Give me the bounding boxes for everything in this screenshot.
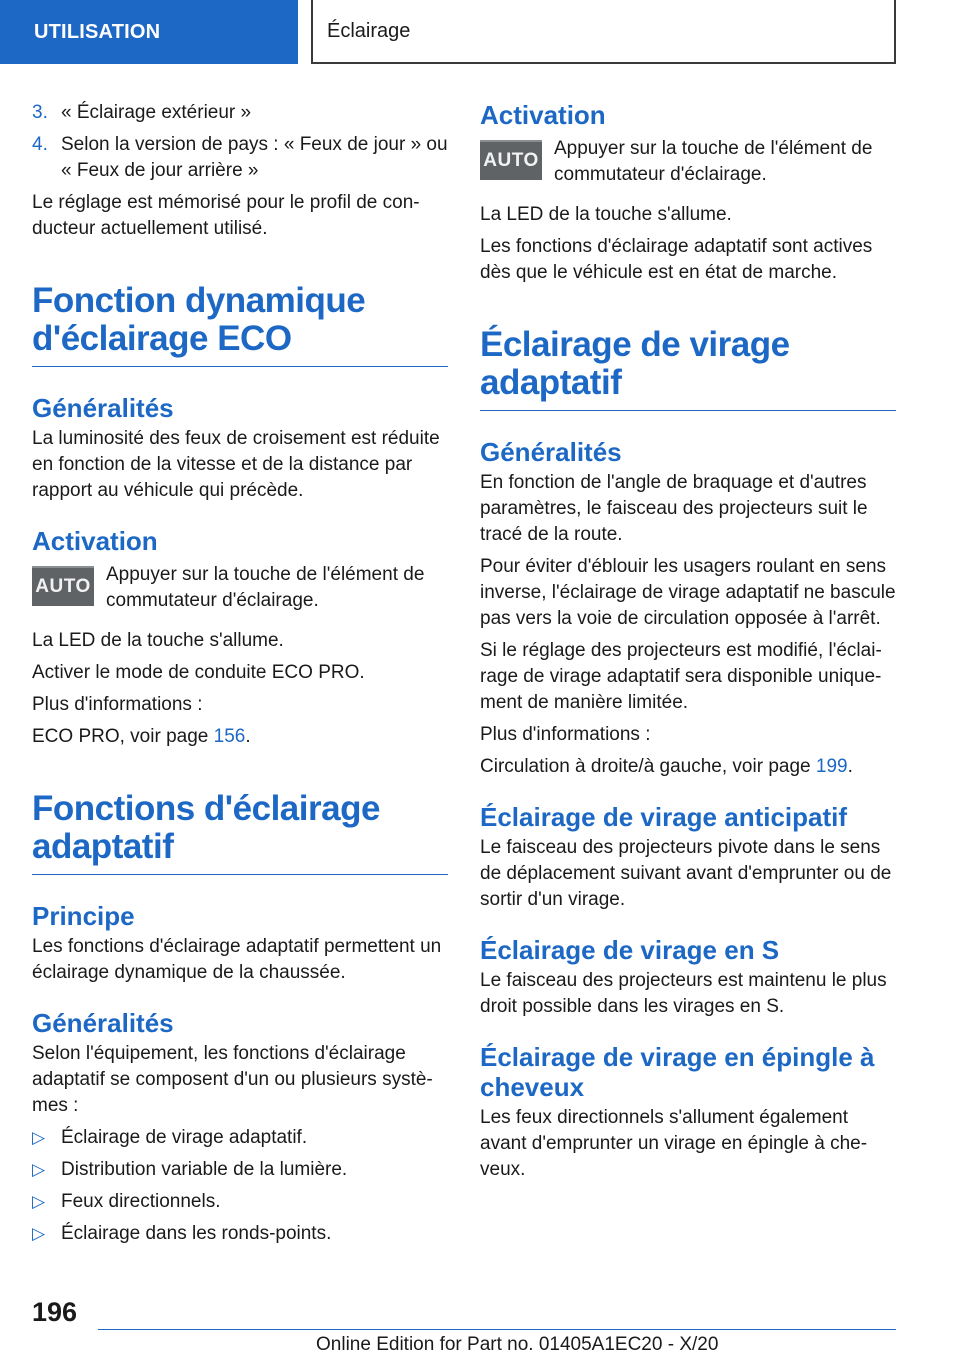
list-item xyxy=(32,132,448,184)
auto-instruction-text: Appuyer sur la touche de l'élément de commutateur d'éclairage. xyxy=(106,564,425,611)
adaptive-general-heading: Généralités xyxy=(32,1008,174,1038)
numbered-list xyxy=(32,100,448,184)
eco-activation-heading: Activation xyxy=(32,526,158,556)
triangle-bullet-icon: ▷ xyxy=(32,1160,46,1179)
footer-divider xyxy=(98,1329,896,1330)
eco-section-title: Fonction dynamique d'éclairage ECO xyxy=(32,282,448,367)
activation-heading: Activation xyxy=(480,100,606,130)
active-text: Les fonctions d'éclairage adaptatif sont actives dès que le véhicule est en état de marche. xyxy=(480,236,873,283)
anticipatory-heading: Éclairage de virage anticipatif xyxy=(480,802,848,832)
list-item-text: Feux directionnels. xyxy=(61,1191,221,1212)
adaptive-section-title: Fonctions d'éclairage adaptatif xyxy=(32,790,448,875)
auto-instruction xyxy=(480,136,896,188)
list-item-text: Distribution variable de la lumière. xyxy=(61,1159,348,1180)
list-item-text: « Éclairage extérieur » xyxy=(61,102,252,123)
auto-instruction-text: Appuyer sur la touche de l'élément de commutateur d'éclairage. xyxy=(554,138,873,185)
curve-paragraph-1: En fonction de l'angle de braquage et d'autres paramètres, le faisceau des projecteurs suit le tracé de la route. xyxy=(480,472,868,545)
eco-led-text: La LED de la touche s'allume. xyxy=(32,630,284,651)
curve-reference xyxy=(480,754,896,780)
reference-text: ECO PRO, voir page xyxy=(32,726,214,747)
curve-section-title: Éclairage de virage adaptatif xyxy=(480,326,896,411)
eco-reference xyxy=(32,724,448,750)
more-info-label: Plus d'informations : xyxy=(480,724,651,745)
eco-general-heading: Généralités xyxy=(32,393,174,423)
principle-heading: Principe xyxy=(32,901,135,931)
reference-dot: . xyxy=(245,726,251,747)
curve-general-heading: Généralités xyxy=(480,437,622,467)
auto-instruction xyxy=(32,562,448,614)
saved-note: Le réglage est mémorisé pour le profil de con-ducteur actuellement utilisé. xyxy=(32,192,420,239)
triangle-bullet-icon: ▷ xyxy=(32,1128,46,1147)
list-item xyxy=(32,1221,448,1247)
led-text: La LED de la touche s'allume. xyxy=(480,204,732,225)
list-item-text: Éclairage dans les ronds-points. xyxy=(61,1223,332,1244)
curve-paragraph-2: Pour éviter d'éblouir les usagers roulant en sens inverse, l'éclairage de virage adaptatif ne bascule pas vers la voie de circulation opposée à l'arrêt. xyxy=(480,556,896,629)
list-item xyxy=(32,1125,448,1151)
hairpin-text: Les feux directionnels s'allument également avant d'emprunter un virage en épingle à che-veux. xyxy=(480,1107,868,1180)
list-item-text: Éclairage de virage adaptatif. xyxy=(61,1127,308,1148)
curve-paragraph-3: Si le réglage des projecteurs est modifié, l'éclai-rage de virage adaptatif sera disponible unique-ment de manière limitée. xyxy=(480,640,882,713)
adaptive-general-text: Selon l'équipement, les fonctions d'éclairage adaptatif se composent d'un ou plusieurs systè-mes : xyxy=(32,1043,433,1116)
eco-general-text: La luminosité des feux de croisement est réduite en fonction de la vitesse et de la distance par rapport au véhicule qui précède. xyxy=(32,428,440,501)
auto-button-icon: AUTO xyxy=(32,566,94,606)
anticipatory-text: Le faisceau des projecteurs pivote dans le sens de déplacement suivant avant d'emprunter ou de sortir d'un virage. xyxy=(480,837,892,910)
reference-dot: . xyxy=(847,756,853,777)
triangle-bullet-icon: ▷ xyxy=(32,1224,46,1243)
list-item xyxy=(32,1189,448,1215)
list-item xyxy=(32,100,448,126)
right-column xyxy=(480,100,896,1189)
section-tab[interactable]: UTILISATION xyxy=(0,0,298,64)
list-item-text: Selon la version de pays : « Feux de jour » ou « Feux de jour arrière » xyxy=(61,134,448,181)
principle-text: Les fonctions d'éclairage adaptatif permettent un éclairage dynamique de la chaussée. xyxy=(32,936,442,983)
page-link-199[interactable]: 199 xyxy=(815,756,848,777)
more-info-label: Plus d'informations : xyxy=(32,694,203,715)
auto-button-icon: AUTO xyxy=(480,140,542,180)
s-curve-heading: Éclairage de virage en S xyxy=(480,935,780,965)
triangle-bullet-icon: ▷ xyxy=(32,1192,46,1211)
list-item xyxy=(32,1157,448,1183)
s-curve-text: Le faisceau des projecteurs est maintenu le plus droit possible dans les virages en S. xyxy=(480,970,887,1017)
page-number: 196 xyxy=(32,1297,78,1327)
reference-text: Circulation à droite/à gauche, voir page xyxy=(480,756,816,777)
adaptive-functions-list xyxy=(32,1125,448,1247)
page-link-156[interactable]: 156 xyxy=(213,726,246,747)
left-column xyxy=(32,100,448,1253)
eco-mode-text: Activer le mode de conduite ECO PRO. xyxy=(32,662,365,683)
hairpin-heading: Éclairage de virage en épingle à cheveux xyxy=(480,1042,875,1102)
list-number: 4. xyxy=(32,134,48,155)
chapter-title: Éclairage xyxy=(311,0,896,64)
list-number: 3. xyxy=(32,102,48,123)
edition-footer: Online Edition for Part no. 01405A1EC20 - X/20 xyxy=(316,1334,719,1355)
